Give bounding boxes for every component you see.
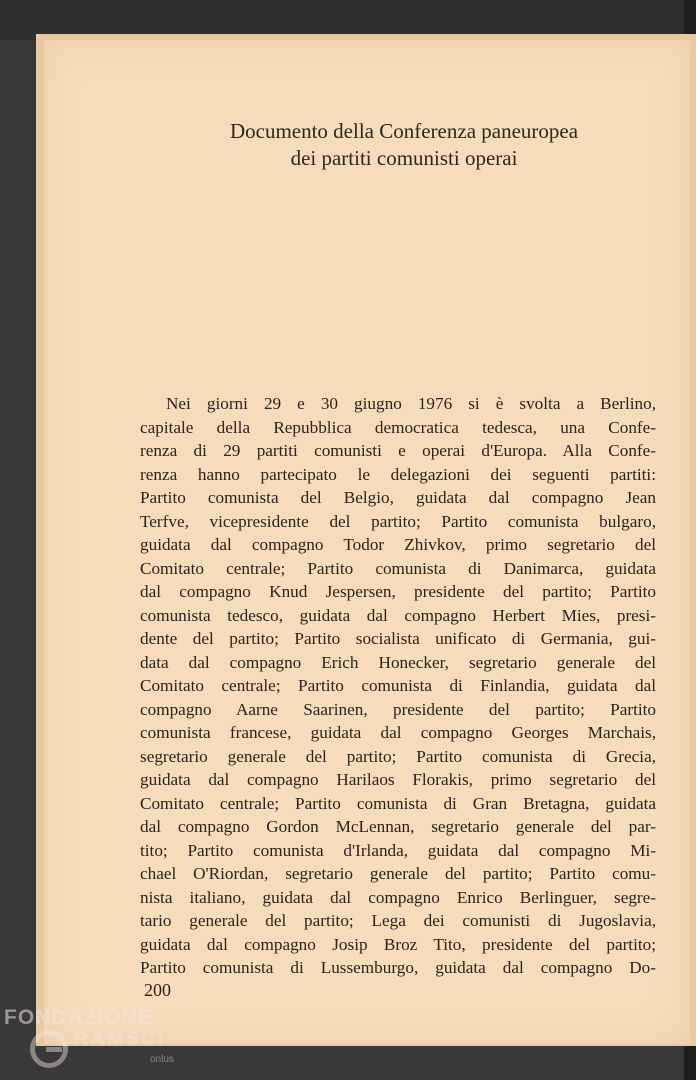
page-number: 200 bbox=[144, 980, 171, 1000]
text-line: guidata dal compagno Todor Zhivkov, primo segretario del bbox=[140, 535, 656, 554]
document-title bbox=[194, 118, 614, 172]
body-paragraph bbox=[140, 392, 656, 980]
text-line: comunista francese, guidata dal compagno Georges Marchais, bbox=[140, 723, 656, 742]
gramsci-g-logo-icon bbox=[30, 1030, 68, 1068]
text-line: segretario generale del partito; Partito comunista di Grecia, bbox=[140, 746, 656, 766]
fondazione-gramsci-watermark bbox=[4, 1000, 194, 1080]
text-line: guidata dal compagno Josip Broz Tito, presidente del partito; bbox=[140, 934, 656, 954]
book-page bbox=[44, 40, 690, 1044]
text-line: chael O'Riordan, segretario generale del partito; Partito comu- bbox=[140, 864, 656, 883]
title-line-2: dei partiti comunisti operai bbox=[290, 146, 518, 170]
text-line: guidata dal compagno Harilaos Florakis, primo segretario del bbox=[140, 770, 656, 789]
text-line: comunista tedesco, guidata dal compagno Herbert Mies, presi- bbox=[140, 605, 656, 625]
text-line: Comitato centrale; Partito comunista di Finlandia, guidata dal bbox=[140, 676, 656, 695]
text-line: Comitato centrale; Partito comunista di Gran Bretagna, guidata bbox=[140, 793, 656, 813]
text-line: dal compagno Gordon McLennan, segretario generale del par- bbox=[140, 817, 656, 836]
watermark-line-2: RAMSCI bbox=[74, 1028, 165, 1050]
text-line: renza hanno partecipato le delegazioni dei seguenti partiti: bbox=[140, 464, 656, 484]
text-line: renza di 29 partiti comunisti e operai d'Europa. Alla Confe- bbox=[140, 441, 656, 460]
text-line: dente del partito; Partito socialista unificato di Germania, gui- bbox=[140, 629, 656, 648]
title-line-1: Documento della Conferenza paneuropea bbox=[229, 119, 579, 143]
watermark-onlus: onlus bbox=[150, 1054, 174, 1065]
text-line: Partito comunista di Lussemburgo, guidata dal compagno Do- bbox=[140, 958, 656, 977]
watermark-line-1: FONDAZIONE bbox=[4, 1006, 153, 1029]
text-line: nista italiano, guidata dal compagno Enrico Berlinguer, segre- bbox=[140, 887, 656, 907]
text-line: dal compagno Knud Jespersen, presidente del partito; Partito bbox=[140, 582, 656, 601]
text-line: Terfve, vicepresidente del partito; Partito comunista bulgaro, bbox=[140, 511, 656, 531]
text-line: tario generale del partito; Lega dei comunisti di Jugoslavia, bbox=[140, 911, 656, 930]
text-line: data dal compagno Erich Honecker, segretario generale del bbox=[140, 652, 656, 672]
text-line: tito; Partito comunista d'Irlanda, guidata dal compagno Mi- bbox=[140, 840, 656, 860]
text-line: Comitato centrale; Partito comunista di Danimarca, guidata bbox=[140, 558, 656, 578]
text-line: compagno Aarne Saarinen, presidente del partito; Partito bbox=[140, 699, 656, 719]
text-line: Partito comunista del Belgio, guidata dal compagno Jean bbox=[140, 488, 656, 507]
text-line: Nei giorni 29 e 30 giugno 1976 si è svolta a Berlino, bbox=[166, 394, 656, 413]
text-line: capitale della Repubblica democratica tedesca, una Confe- bbox=[140, 417, 656, 437]
